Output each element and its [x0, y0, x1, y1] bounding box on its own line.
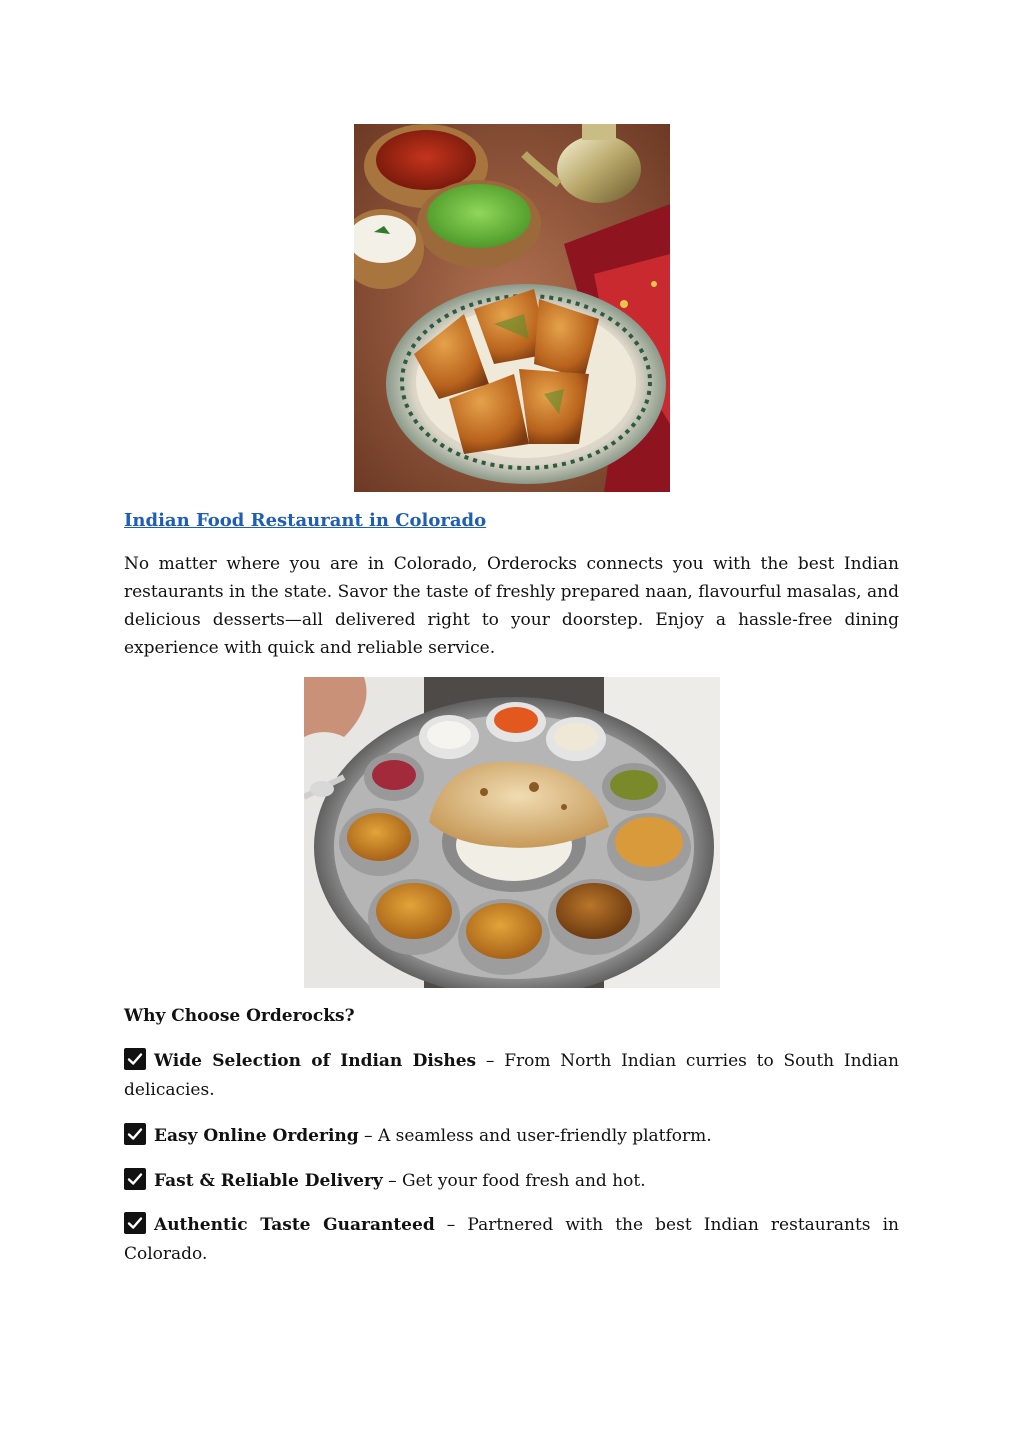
- samosa-photo: [354, 124, 670, 492]
- feature-title: Authentic Taste Guaranteed: [154, 1215, 435, 1235]
- feature-item: [124, 1122, 899, 1151]
- check-box-icon: [124, 1048, 146, 1070]
- feature-item: [124, 1211, 899, 1269]
- thali-photo: [304, 677, 720, 988]
- restaurant-heading-link[interactable]: Indian Food Restaurant in Colorado: [124, 510, 487, 531]
- feature-item: [124, 1047, 899, 1105]
- check-box-icon: [124, 1123, 146, 1145]
- feature-desc: – Get your food fresh and hot.: [382, 1171, 646, 1191]
- feature-desc: – From North Indian curries to South Indian delicacies.: [124, 1051, 899, 1100]
- feature-title: Easy Online Ordering: [154, 1126, 359, 1146]
- check-box-icon: [124, 1168, 146, 1190]
- section-title: Why Choose Orderocks?: [124, 1006, 355, 1026]
- feature-item: [124, 1167, 899, 1196]
- check-box-icon: [124, 1212, 146, 1234]
- feature-desc: – Partnered with the best Indian restaurants in Colorado.: [124, 1215, 899, 1264]
- intro-paragraph: No matter where you are in Colorado, Orderocks connects you with the best Indian restaurants in the state. Savor the taste of freshly prepared naan, flavourful masalas, and delicious desserts—all delivered right to your doorstep. Enjoy a hassle-free dining experience with quick and reliable service.: [124, 554, 899, 658]
- feature-title: Wide Selection of Indian Dishes: [154, 1051, 477, 1071]
- feature-desc: – A seamless and user-friendly platform.: [358, 1126, 712, 1146]
- feature-title: Fast & Reliable Delivery: [154, 1171, 383, 1191]
